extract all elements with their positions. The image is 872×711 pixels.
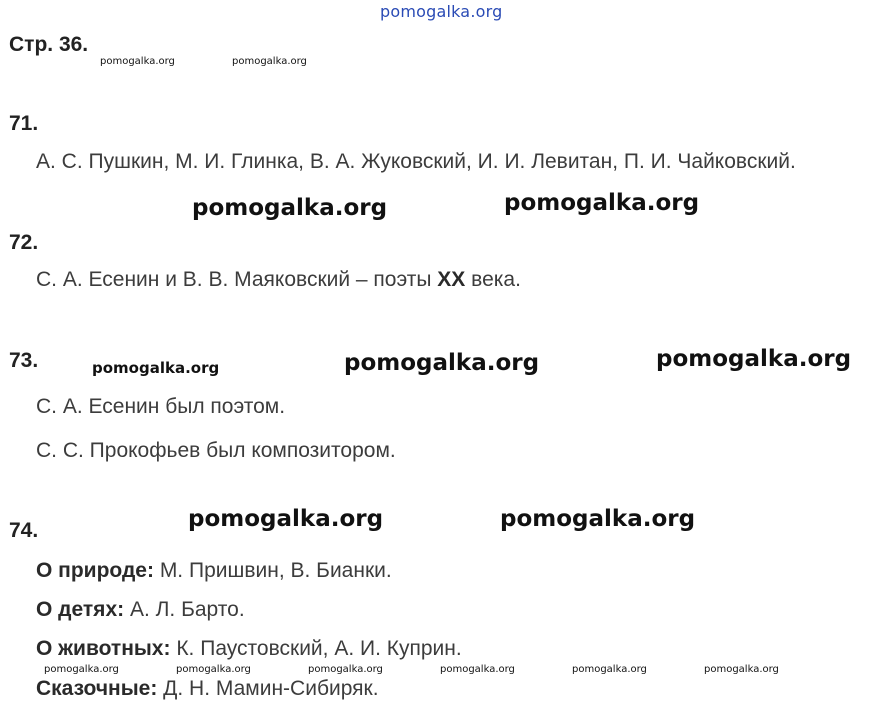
exercise-number-73: 73. <box>9 349 39 372</box>
watermark-small: pomogalka.org <box>440 664 515 675</box>
exercise-72-answer <box>36 268 521 292</box>
exercise-74-item-value: М. Пришвин, В. Бианки. <box>153 559 392 582</box>
watermark-large: pomogalka.org <box>344 350 540 376</box>
exercise-73-answer-2: С. С. Прокофьев был композитором. <box>36 439 396 462</box>
watermark-small: pomogalka.org <box>44 664 119 675</box>
exercise-74-item-children <box>36 598 245 622</box>
exercise-74-item-fairy-tales <box>36 677 379 701</box>
watermark-small: pomogalka.org <box>100 56 175 67</box>
watermark-small: pomogalka.org <box>176 664 251 675</box>
exercise-74-item-value: Д. Н. Мамин-Сибиряк. <box>157 677 379 700</box>
watermark-large: pomogalka.org <box>500 506 696 532</box>
exercise-74-item-label: О природе: <box>36 559 154 582</box>
watermark-small: pomogalka.org <box>308 664 383 675</box>
exercise-number-74: 74. <box>9 519 39 542</box>
watermark-small: pomogalka.org <box>232 56 307 67</box>
watermark-medium: pomogalka.org <box>92 359 220 377</box>
exercise-74-item-value: К. Паустовский, А. И. Куприн. <box>170 637 462 660</box>
watermark-top: pomogalka.org <box>380 2 503 21</box>
watermark-large: pomogalka.org <box>504 190 700 216</box>
exercise-number-72: 72. <box>9 231 39 254</box>
exercise-72-answer-prefix: С. А. Есенин и В. В. Маяковский – поэты <box>36 268 438 291</box>
watermark-large: pomogalka.org <box>656 346 852 372</box>
exercise-74-item-label: О животных: <box>36 637 171 660</box>
watermark-large: pomogalka.org <box>188 506 384 532</box>
exercise-74-item-value: А. Л. Барто. <box>124 598 245 621</box>
exercise-74-item-label: О детях: <box>36 598 125 621</box>
exercise-74-item-label: Сказочные: <box>36 677 158 700</box>
watermark-small: pomogalka.org <box>704 664 779 675</box>
watermark-small: pomogalka.org <box>572 664 647 675</box>
exercise-74-item-animals <box>36 637 462 661</box>
exercise-71-answer: А. С. Пушкин, М. И. Глинка, В. А. Жуковский, И. И. Левитан, П. И. Чайковский. <box>36 150 796 173</box>
exercise-72-answer-suffix: века. <box>465 268 521 291</box>
page-reference: Стр. 36. <box>9 33 89 56</box>
watermark-large: pomogalka.org <box>192 195 388 221</box>
exercise-number-71: 71. <box>9 112 39 135</box>
exercise-74-item-nature <box>36 559 392 583</box>
exercise-73-answer-1: С. А. Есенин был поэтом. <box>36 395 286 418</box>
exercise-72-answer-century: XX <box>437 268 466 291</box>
